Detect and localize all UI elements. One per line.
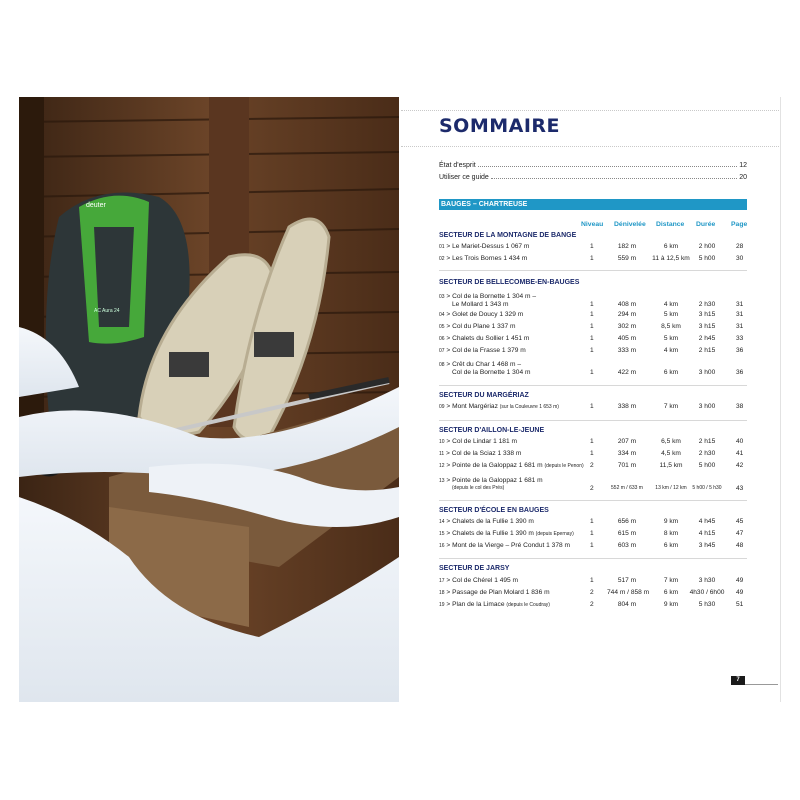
- route-number: 19: [439, 602, 445, 608]
- route-denivelee: 294 m: [617, 311, 637, 318]
- route-number: 10: [439, 439, 445, 445]
- route-denivelee: 552 m / 633 m: [611, 485, 643, 491]
- route-name: 19 > Plan de la Limace (depuis le Coudray): [439, 601, 550, 608]
- route-duree: 2 h30: [698, 301, 716, 308]
- route-page: 40: [736, 438, 744, 445]
- route-distance: 6 km: [663, 589, 679, 596]
- page-number: 7: [731, 676, 745, 685]
- route-title: Les Trois Bornes 1 434 m: [452, 255, 528, 262]
- route-duree: 2 h15: [698, 438, 716, 445]
- route-duree: 3 h45: [698, 542, 716, 549]
- route-denivelee: 334 m: [617, 450, 637, 457]
- route-niveau: 1: [590, 577, 594, 584]
- route-distance: 5 km: [663, 335, 679, 342]
- route-title: Col de la Frasse 1 379 m: [452, 347, 526, 354]
- route-title: Chalets de la Fullie 1 390 m: [452, 518, 534, 525]
- route-page: 31: [736, 301, 744, 308]
- route-row[interactable]: [439, 361, 749, 376]
- route-page: 33: [736, 335, 744, 342]
- route-page: 30: [736, 255, 744, 262]
- route-page: 36: [736, 369, 744, 376]
- sector-heading: SECTEUR DE LA MONTAGNE DE BANGE: [439, 232, 577, 239]
- route-niveau: 1: [590, 518, 594, 525]
- route-title: Pointe de la Galoppaz 1 681 m: [452, 477, 543, 484]
- footer-rule: [745, 684, 778, 685]
- route-duree: 3 h30: [698, 577, 716, 584]
- route-duree: 2 h45: [698, 335, 716, 342]
- route-page: 43: [736, 485, 744, 492]
- route-number: 09: [439, 404, 445, 410]
- route-note: (depuis le Penon): [544, 463, 584, 469]
- route-duree: 5 h00: [698, 462, 716, 469]
- route-row[interactable]: [439, 323, 749, 333]
- leader-dots: [491, 174, 737, 179]
- route-niveau: 2: [590, 462, 594, 469]
- route-number: 15: [439, 531, 445, 537]
- intro-item[interactable]: [439, 174, 747, 181]
- route-distance: 6 km: [663, 369, 679, 376]
- route-number: 02: [439, 256, 445, 262]
- route-number: 04: [439, 312, 445, 318]
- route-niveau: 1: [590, 243, 594, 250]
- page-title: SOMMAIRE: [439, 115, 561, 137]
- route-niveau: 1: [590, 347, 594, 354]
- route-duree: 2 h15: [698, 347, 716, 354]
- intro-page: 12: [739, 162, 747, 169]
- route-denivelee: 744 m / 858 m: [607, 589, 650, 596]
- route-name: 15 > Chalets de la Fullie 1 390 m (depuis Epernay): [439, 530, 574, 537]
- route-title: Mont Margériaz: [452, 403, 498, 410]
- route-number: 13: [439, 478, 445, 484]
- route-niveau: 2: [590, 485, 594, 492]
- route-duree: 4 h15: [698, 530, 716, 537]
- route-denivelee: 422 m: [617, 369, 637, 376]
- route-denivelee: 615 m: [617, 530, 637, 537]
- route-page: 28: [736, 243, 744, 250]
- route-row[interactable]: [439, 293, 749, 308]
- route-niveau: 1: [590, 530, 594, 537]
- route-distance: 4 km: [663, 301, 679, 308]
- route-denivelee: 333 m: [617, 347, 637, 354]
- route-denivelee: 207 m: [617, 438, 637, 445]
- route-distance: 4 km: [663, 347, 679, 354]
- route-number: 11: [439, 451, 445, 457]
- route-distance: 7 km: [663, 577, 679, 584]
- route-page: 36: [736, 347, 744, 354]
- route-name: 13 > Pointe de la Galoppaz 1 681 m: [439, 477, 543, 484]
- route-denivelee: 517 m: [617, 577, 637, 584]
- section-separator: [439, 385, 747, 386]
- route-row[interactable]: [439, 347, 749, 357]
- route-niveau: 1: [590, 369, 594, 376]
- route-title: Le Mariet-Dessus 1 067 m: [452, 243, 530, 250]
- route-niveau: 1: [590, 335, 594, 342]
- sector-heading: SECTEUR D'AILLON-LE-JEUNE: [439, 427, 545, 434]
- route-number: 03: [439, 294, 445, 300]
- route-row[interactable]: [439, 601, 749, 611]
- route-number: 06: [439, 336, 445, 342]
- route-number: 18: [439, 590, 445, 596]
- route-title: Crêt du Char 1 468 m –: [452, 361, 521, 368]
- route-distance: 11 à 12,5 km: [652, 255, 690, 262]
- route-page: 48: [736, 542, 744, 549]
- backpack-label: AC Aura 24: [94, 308, 120, 314]
- route-denivelee: 701 m: [617, 462, 637, 469]
- section-separator: [439, 558, 747, 559]
- route-denivelee: 559 m: [617, 255, 637, 262]
- route-duree: 3 h15: [698, 323, 716, 330]
- route-niveau: 1: [590, 323, 594, 330]
- route-row[interactable]: [439, 243, 749, 253]
- route-denivelee: 408 m: [617, 301, 637, 308]
- col-header-niveau: Niveau: [581, 221, 604, 228]
- route-name: 11 > Col de la Sciaz 1 338 m: [439, 450, 522, 457]
- route-distance: 7 km: [663, 403, 679, 410]
- route-duree: 5 h30: [698, 601, 716, 608]
- route-duree: 3 h15: [698, 311, 716, 318]
- route-distance: 9 km: [663, 518, 679, 525]
- route-row[interactable]: [439, 589, 749, 599]
- section-separator: [439, 420, 747, 421]
- route-number: 05: [439, 324, 445, 330]
- route-niveau: 1: [590, 301, 594, 308]
- route-name: 17 > Col de Chérel 1 495 m: [439, 577, 519, 584]
- contents-page: [399, 97, 781, 702]
- route-row[interactable]: [439, 450, 749, 460]
- route-page: 49: [736, 577, 744, 584]
- route-note: (sur la Couleuvre 1 653 m): [499, 404, 559, 410]
- route-title: Passage de Plan Molard 1 836 m: [452, 589, 550, 596]
- route-denivelee: 405 m: [617, 335, 637, 342]
- route-duree: 5 h00 / 5 h30: [692, 485, 722, 491]
- route-title: Col du Plane 1 337 m: [452, 323, 516, 330]
- route-row[interactable]: [439, 518, 749, 528]
- route-page: 49: [736, 589, 744, 596]
- route-row[interactable]: [439, 311, 749, 321]
- col-header-distance: Distance: [656, 221, 685, 228]
- route-title: Chalets de la Fullie 1 390 m: [452, 530, 534, 537]
- route-row[interactable]: [439, 530, 749, 540]
- route-page: 31: [736, 323, 744, 330]
- col-header-page: Page: [731, 221, 748, 228]
- route-niveau: 1: [590, 542, 594, 549]
- route-page: 42: [736, 462, 744, 469]
- section-separator: [439, 270, 747, 271]
- route-distance: 6 km: [663, 542, 679, 549]
- route-duree: 3 h00: [698, 403, 716, 410]
- route-number: 12: [439, 463, 445, 469]
- route-page: 38: [736, 403, 744, 410]
- route-row[interactable]: [439, 542, 749, 552]
- route-number: 01: [439, 244, 445, 250]
- route-duree: 5 h00: [698, 255, 716, 262]
- route-row[interactable]: [439, 255, 749, 265]
- route-title: Mont de la Vierge – Pré Condut 1 378 m: [452, 542, 570, 549]
- sector-heading: SECTEUR DE BELLECOMBE-EN-BAUGES: [439, 279, 580, 286]
- route-page: 47: [736, 530, 744, 537]
- route-name: 06 > Chalets du Sollier 1 451 m: [439, 335, 530, 342]
- route-name: 07 > Col de la Frasse 1 379 m: [439, 347, 526, 354]
- route-name: 01 > Le Mariet-Dessus 1 067 m: [439, 243, 530, 250]
- route-page: 41: [736, 450, 744, 457]
- route-distance: 6 km: [663, 243, 679, 250]
- route-niveau: 1: [590, 438, 594, 445]
- route-name: 10 > Col de Lindar 1 181 m: [439, 438, 517, 445]
- region-band: BAUGES – CHARTREUSE: [439, 199, 747, 210]
- route-row[interactable]: [439, 403, 749, 413]
- route-row[interactable]: [439, 477, 749, 492]
- route-denivelee: 338 m: [617, 403, 637, 410]
- route-name: 14 > Chalets de la Fullie 1 390 m: [439, 518, 534, 525]
- route-niveau: 1: [590, 403, 594, 410]
- route-page: 31: [736, 311, 744, 318]
- route-duree: 4h30 / 6h00: [689, 589, 725, 596]
- route-name: 16 > Mont de la Vierge – Pré Condut 1 378 m: [439, 542, 570, 549]
- route-denivelee: 804 m: [617, 601, 637, 608]
- route-niveau: 2: [590, 601, 594, 608]
- route-name: 03 > Col de la Bornette 1 304 m –: [439, 293, 537, 300]
- route-name: 05 > Col du Plane 1 337 m: [439, 323, 516, 330]
- intro-label: Utiliser ce guide: [439, 174, 489, 181]
- route-distance: 6,5 km: [661, 438, 681, 445]
- route-title: Col de Chérel 1 495 m: [452, 577, 519, 584]
- route-distance: 8,5 km: [661, 323, 681, 330]
- route-title: Col de la Sciaz 1 338 m: [451, 450, 522, 457]
- route-title-line2: (depuis le col des Prés): [452, 485, 505, 491]
- route-niveau: 1: [590, 255, 594, 262]
- route-number: 07: [439, 348, 445, 354]
- sector-heading: SECTEUR DE JARSY: [439, 565, 510, 572]
- route-title-line2: Col de la Bornette 1 304 m: [452, 369, 531, 376]
- route-distance: 4,5 km: [661, 450, 681, 457]
- route-niveau: 1: [590, 450, 594, 457]
- route-page: 51: [736, 601, 744, 608]
- route-row[interactable]: [439, 577, 749, 587]
- route-title: Pointe de la Galoppaz 1 681 m: [452, 462, 543, 469]
- route-title: Col de Lindar 1 181 m: [452, 438, 517, 445]
- route-niveau: 2: [590, 589, 594, 596]
- route-denivelee: 182 m: [617, 243, 637, 250]
- route-duree: 2 h30: [698, 450, 716, 457]
- route-distance: 9 km: [663, 601, 679, 608]
- leader-dots: [478, 162, 737, 167]
- route-number: 08: [439, 362, 445, 368]
- route-duree: 4 h45: [698, 518, 716, 525]
- backpack-brand: deuter: [86, 202, 106, 209]
- route-distance: 11,5 km: [659, 462, 683, 469]
- sector-heading: SECTEUR D'ÉCOLE EN BAUGES: [439, 507, 549, 514]
- col-header-denivelee: Dénivelée: [614, 221, 646, 228]
- route-title: Plan de la Limace: [452, 601, 505, 608]
- route-niveau: 1: [590, 311, 594, 318]
- route-duree: 3 h00: [698, 369, 716, 376]
- section-separator: [439, 500, 747, 501]
- route-distance: 13 km / 12 km: [655, 485, 687, 491]
- route-denivelee: 656 m: [617, 518, 637, 525]
- route-row[interactable]: [439, 438, 749, 448]
- cover-photo: [19, 97, 399, 702]
- route-note: (depuis le Coudray): [506, 602, 550, 608]
- route-name: 04 > Golet de Doucy 1 329 m: [439, 311, 524, 318]
- sector-heading: SECTEUR DU MARGÉRIAZ: [439, 392, 529, 399]
- route-distance: 5 km: [663, 311, 679, 318]
- route-title: Chalets du Sollier 1 451 m: [452, 335, 530, 342]
- intro-page: 20: [739, 174, 747, 181]
- route-number: 16: [439, 543, 445, 549]
- route-title-line2: Le Mollard 1 343 m: [452, 301, 509, 308]
- route-title: Golet de Doucy 1 329 m: [452, 311, 524, 318]
- route-name: 12 > Pointe de la Galoppaz 1 681 m (depuis le Penon): [439, 462, 584, 469]
- route-name: 08 > Crêt du Char 1 468 m –: [439, 361, 521, 368]
- route-number: 17: [439, 578, 445, 584]
- route-duree: 2 h00: [698, 243, 716, 250]
- intro-item[interactable]: [439, 162, 747, 169]
- route-note: (depuis Epernay): [535, 531, 574, 537]
- col-header-duree: Durée: [696, 221, 716, 228]
- intro-label: État d'esprit: [439, 162, 476, 169]
- route-number: 14: [439, 519, 445, 525]
- route-row[interactable]: [439, 335, 749, 345]
- route-distance: 8 km: [663, 530, 679, 537]
- route-title: Col de la Bornette 1 304 m –: [452, 293, 537, 300]
- route-name: 09 > Mont Margériaz (sur la Couleuvre 1 653 m): [439, 403, 559, 410]
- route-name: 02 > Les Trois Bornes 1 434 m: [439, 255, 528, 262]
- route-denivelee: 603 m: [617, 542, 637, 549]
- route-row[interactable]: [439, 462, 749, 472]
- route-page: 45: [736, 518, 744, 525]
- route-name: 18 > Passage de Plan Molard 1 836 m: [439, 589, 550, 596]
- route-denivelee: 302 m: [617, 323, 637, 330]
